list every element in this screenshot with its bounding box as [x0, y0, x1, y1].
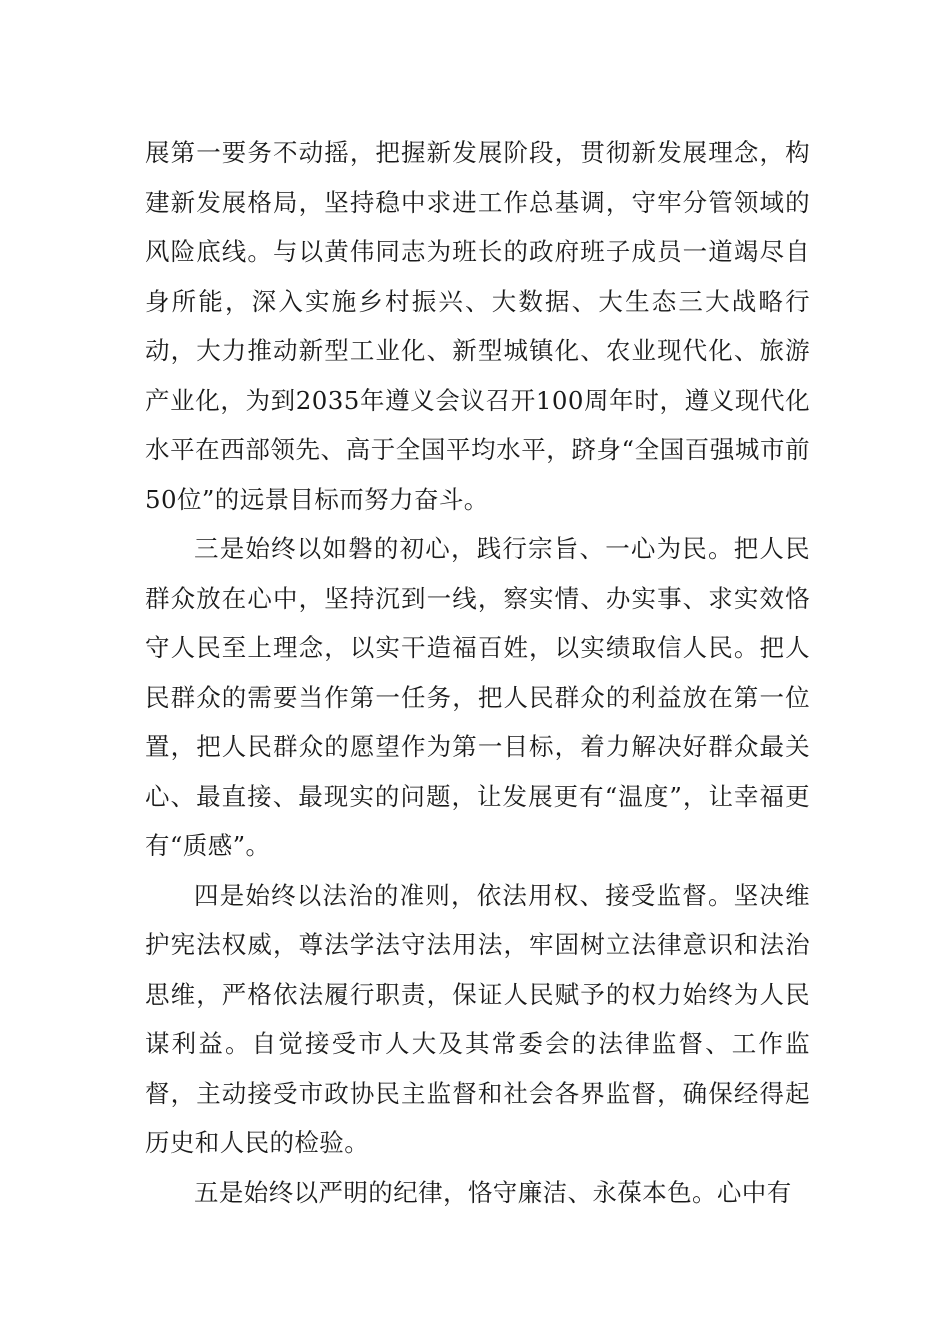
paragraph-continuation: 展第一要务不动摇，把握新发展阶段，贯彻新发展理念，构建新发展格局，坚持稳中求进工作总基调，守牢分管领域的风险底线。与以黄伟同志为班长的政府班子成员一道竭尽自身所能，深入实施乡村振兴、大数据、大生态三大战略行动，大力推动新型工业化、新型城镇化、农业现代化、旅游产业化，为到2035年遵义会议召开100周年时，遵义现代化水平在西部领先、高于全国平均水平，跻身“全国百强城市前50位”的远景目标而努力奋斗。 [145, 138, 810, 514]
paragraph-point-five: 五是始终以严明的纪律，恪守廉洁、永葆本色。心中有 [194, 1177, 792, 1207]
paragraph-point-four: 四是始终以法治的准则，依法用权、接受监督。坚决维护宪法权威，尊法学法守法用法，牢固树立法律意识和法治思维，严格依法履行职责，保证人民赋予的权力始终为人民谋利益。自觉接受市人大及其常委会的法律监督、工作监督，主动接受市政协民主监督和社会各界监督，确保经得起历史和人民的检验。 [145, 880, 810, 1157]
paragraph-point-three: 三是始终以如磐的初心，践行宗旨、一心为民。把人民群众放在心中，坚持沉到一线，察实情、办实事、求实效恪守人民至上理念，以实干造福百姓，以实绩取信人民。把人民群众的需要当作第一任务，把人民群众的利益放在第一位置，把人民群众的愿望作为第一目标，着力解决好群众最关心、最直接、最现实的问题，让发展更有“温度”，让幸福更有“质感”。 [145, 534, 810, 860]
document-body [145, 128, 810, 1217]
